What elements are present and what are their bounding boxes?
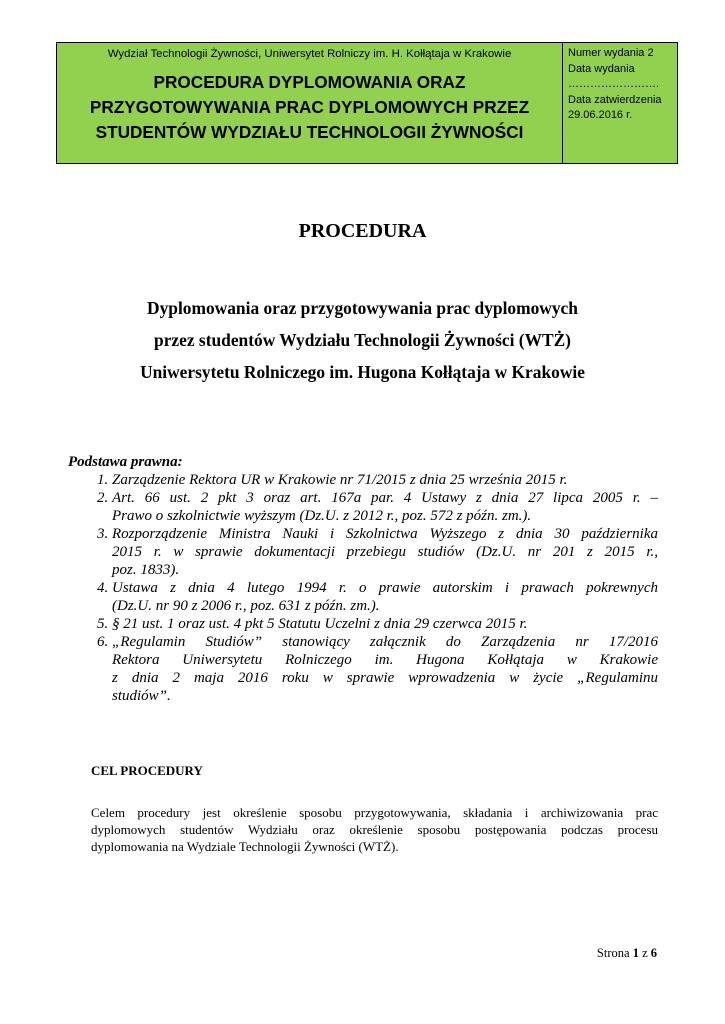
edition-date-label: Data wydania (568, 62, 635, 75)
legal-basis-item-line: Rektora Uniwersytetu Rolniczego im. Hugona Kołłątaja w Krakowie (112, 652, 658, 668)
header-title (57, 70, 562, 145)
legal-basis-list (68, 471, 658, 705)
header-meta-cell (563, 43, 677, 163)
header-left-cell (57, 43, 563, 163)
approval-date-value: 29.06.2016 r. (568, 109, 633, 121)
purpose-heading: CEL PROCEDURY (91, 763, 203, 778)
purpose-line: dyplomowania na Wydziale Technologii Żywności (WTŻ). (91, 839, 399, 854)
header-title-line: PROCEDURA DYPLOMOWANIA ORAZ (153, 72, 466, 92)
document-title: PROCEDURA (298, 220, 427, 242)
purpose-line: Celem procedury jest określenie sposobu przygotowywania, składania i archiwizowania prac (91, 805, 658, 820)
document-subtitle (0, 292, 725, 388)
purpose-paragraph (91, 804, 658, 855)
legal-basis-item-line: 2015 r. w sprawie dokumentacji przebiegu studiów (Dz.U. nr 201 z 2015 r., (112, 544, 658, 560)
purpose-line: dyplomowych studentów Wydziału oraz określenie sposobu postępowania podczas procesu (91, 822, 658, 837)
legal-basis-item-line: Prawo o szkolnictwie wyższym (Dz.U. z 2012 r., poz. 572 z późn. zm.). (112, 508, 532, 524)
legal-basis-item (112, 471, 658, 489)
faculty-name: Wydział Technologii Żywności, Uniwersytet Rolniczy im. H. Kołłątaja w Krakowie (107, 48, 512, 60)
legal-basis-item-line: 3. Rozporządzenie Ministra Nauki i Szkolnictwa Wyższego z dnia 30 października (112, 526, 658, 542)
legal-basis-item (112, 633, 658, 705)
subtitle-line: Dyplomowania oraz przygotowywania prac dyplomowych (147, 298, 578, 318)
legal-basis-item-line: studiów”. (112, 688, 171, 704)
legal-basis-item (112, 525, 658, 579)
legal-basis-item-line: 4. Ustawa z dnia 4 lutego 1994 r. o prawie autorskim i prawach pokrewnych (112, 580, 658, 596)
legal-basis-item-line: (Dz.U. nr 90 z 2006 r., poz. 631 z późn. zm.). (112, 598, 380, 614)
subtitle-line: przez studentów Wydziału Technologii Żywności (WTŻ) (154, 330, 571, 350)
document-header-box (56, 42, 678, 164)
legal-basis-item-line: poz. 1833). (112, 562, 180, 578)
legal-basis-item (112, 615, 658, 633)
edition-number: Numer wydania 2 (568, 47, 654, 59)
header-title-line: STUDENTÓW WYDZIAŁU TECHNOLOGII ŻYWNOŚCI (95, 122, 524, 142)
page-total: 6 (650, 946, 657, 960)
legal-basis-item-line: 6. „Regulamin Studiów” stanowiący załącznik do Zarządzenia nr 17/2016 (112, 634, 658, 650)
edition-date-value: ……………………. (568, 78, 660, 90)
header-title-line: PRZYGOTOWYWANIA PRAC DYPLOMOWYCH PRZEZ (89, 97, 530, 117)
legal-basis-heading: Podstawa prawna: (68, 454, 183, 470)
legal-basis-section (68, 453, 658, 705)
legal-basis-item (112, 579, 658, 615)
page-of: z (642, 946, 648, 960)
legal-basis-item-line: z dnia 2 maja 2016 roku w sprawie wprowadzenia w życie „Regulaminu (112, 670, 658, 686)
legal-basis-item (112, 489, 658, 525)
legal-basis-item-line: 5. § 21 ust. 1 oraz ust. 4 pkt 5 Statutu Uczelni z dnia 29 czerwca 2015 r. (112, 616, 528, 632)
approval-date-label: Data zatwierdzenia (568, 93, 662, 106)
page-current: 1 (632, 946, 639, 960)
legal-basis-item-line: 2. Art. 66 ust. 2 pkt 3 oraz art. 167a par. 4 Ustawy z dnia 27 lipca 2005 r. – (112, 490, 658, 506)
page-number (597, 946, 657, 961)
legal-basis-item-line: 1. Zarządzenie Rektora UR w Krakowie nr 71/2015 z dnia 25 września 2015 r. (112, 472, 568, 488)
subtitle-line: Uniwersytetu Rolniczego im. Hugona Kołłątaja w Krakowie (140, 362, 585, 382)
page-label: Strona (596, 946, 630, 960)
